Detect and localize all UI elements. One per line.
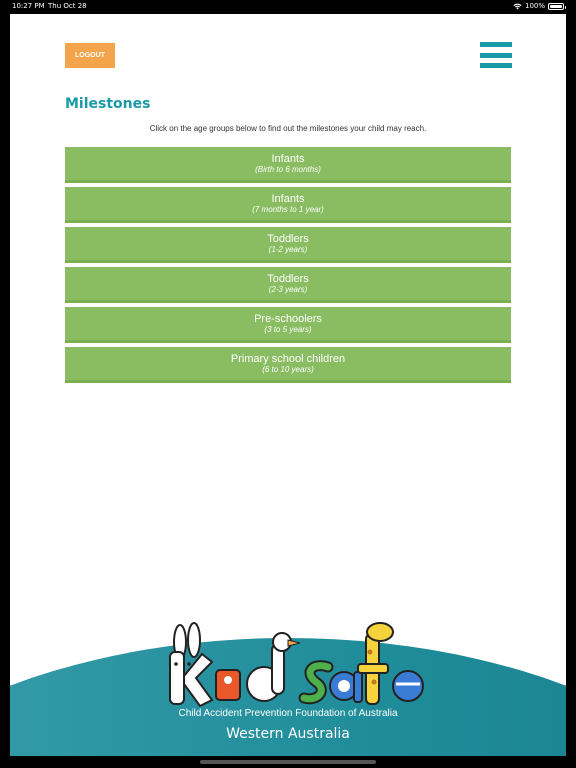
menu-bar [480, 53, 512, 58]
age-group-preschoolers[interactable] [65, 307, 511, 343]
age-group-title: Pre-schoolers [254, 313, 322, 325]
hamburger-menu-icon[interactable] [480, 42, 512, 68]
age-group-range: (2-3 years) [268, 285, 308, 294]
age-group-range: (7 months to 1 year) [252, 205, 324, 214]
age-group-toddlers-1-2y[interactable] [65, 227, 511, 263]
age-group-range: (Birth to 6 months) [255, 165, 321, 174]
status-right [513, 2, 564, 10]
kidsafe-logo [158, 612, 428, 712]
age-group-title: Primary school children [230, 353, 346, 365]
age-group-toddlers-2-3y[interactable] [65, 267, 511, 303]
intro-text: Click on the age groups below to find out the milestones your child may reach. [149, 124, 427, 133]
footer-tagline: Child Accident Prevention Foundation of Australia [178, 708, 398, 719]
page-title: Milestones [65, 96, 151, 112]
age-group-infants-7m-1y[interactable] [65, 187, 511, 223]
menu-bar [480, 42, 512, 47]
age-group-title: Toddlers [267, 233, 309, 245]
age-group-range: (1-2 years) [268, 245, 308, 254]
status-bar [0, 0, 576, 14]
age-group-list [65, 147, 511, 387]
footer-region: Western Australia [226, 726, 350, 742]
status-time: 10:27 PM [12, 2, 45, 10]
home-indicator[interactable] [200, 760, 376, 764]
age-group-infants-0-6m[interactable] [65, 147, 511, 183]
status-date: Thu Oct 28 [48, 2, 87, 10]
battery-icon [548, 3, 564, 10]
age-group-range: (6 to 10 years) [262, 365, 314, 374]
app-screen [10, 14, 566, 756]
battery-percent: 100% [524, 2, 545, 10]
age-group-title: Infants [271, 193, 305, 205]
age-group-title: Toddlers [267, 273, 309, 285]
age-group-range: (3 to 5 years) [264, 325, 312, 334]
wifi-icon [513, 3, 522, 10]
age-group-title: Infants [271, 153, 305, 165]
logout-button[interactable]: LOGOUT [65, 43, 115, 68]
menu-bar [480, 63, 512, 68]
age-group-primary-school[interactable] [65, 347, 511, 383]
